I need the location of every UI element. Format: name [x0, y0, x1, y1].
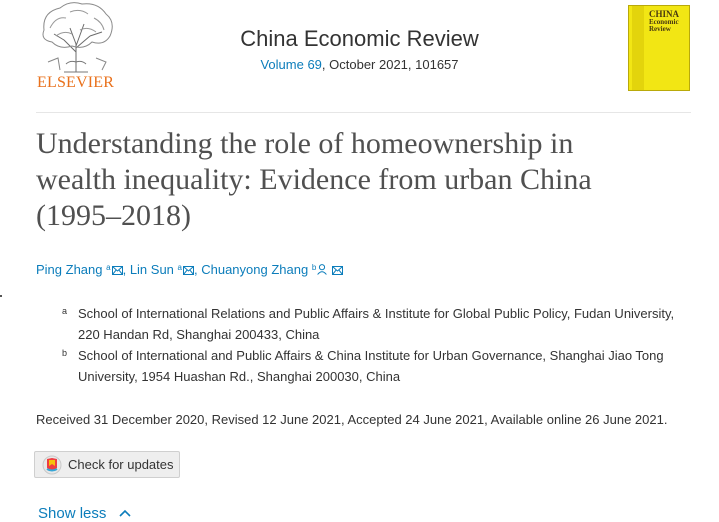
affiliation-b-line-2: University, 1954 Huashan Rd., Shanghai 200030, China [78, 369, 401, 384]
author-sup: a [106, 263, 111, 272]
journal-title[interactable]: China Economic Review [240, 26, 479, 51]
check-for-updates-button[interactable] [34, 451, 180, 478]
chevron-up-icon [119, 509, 131, 517]
mail-icon [332, 266, 343, 275]
elsevier-wordmark: ELSEVIER [37, 74, 115, 91]
cover-title [649, 10, 679, 33]
affiliation-a-line-1: School of International Relations and Public Affairs & Institute for Global Public Policy, Fudan University, [78, 306, 675, 321]
author-sup: b [311, 263, 317, 272]
check-for-updates-label: Check for updates [68, 457, 174, 472]
volume-link[interactable]: Volume 69 [260, 57, 322, 72]
left-edge-mark [0, 295, 2, 297]
person-icon [317, 264, 327, 275]
header-divider [36, 112, 691, 113]
cover-line-3: Review [649, 25, 671, 33]
affiliation-b-marker: b [62, 348, 68, 358]
article-history-dates: Received 31 December 2020, Revised 12 June 2021, Accepted 24 June 2021, Available online 26 June 2021. [36, 412, 668, 427]
title-line-1: Understanding the role of homeownership in [36, 127, 574, 160]
affiliation-a-line-2: 220 Handan Rd, Shanghai 200433, China [78, 327, 320, 342]
crossmark-icon [42, 455, 62, 475]
author-separator: , [122, 262, 130, 277]
author-list [36, 262, 343, 277]
author-sup: a [177, 263, 182, 272]
show-less-label: Show less [38, 505, 107, 522]
title-line-3: (1995–2018) [36, 199, 191, 232]
mail-icon [112, 266, 123, 275]
author-link[interactable] [36, 262, 123, 277]
cover-line-1: CHINA [649, 9, 680, 19]
mail-icon [183, 266, 194, 275]
author-name: Ping Zhang [36, 262, 103, 277]
affiliation-a-marker: a [62, 306, 68, 316]
issue-info: , October 2021, 101657 [321, 57, 459, 72]
author-name: Lin Sun [129, 262, 174, 277]
affiliation-b-line-1: School of International and Public Affairs & China Institute for Urban Governance, Shanghai Jiao Tong [78, 348, 664, 363]
cover-line-2: Economic [649, 18, 679, 26]
author-link[interactable] [201, 262, 343, 277]
journal-cover[interactable] [628, 5, 690, 91]
show-less-toggle[interactable] [38, 505, 131, 522]
author-separator: , [193, 262, 202, 277]
author-link[interactable] [130, 262, 194, 277]
title-line-2: wealth inequality: Evidence from urban China [36, 163, 592, 196]
affiliation-a [78, 303, 674, 345]
affiliation-b [78, 345, 664, 387]
journal-issue [0, 57, 719, 72]
article-title [36, 126, 656, 234]
author-name: Chuanyong Zhang [201, 262, 309, 277]
cover-strip [632, 6, 644, 90]
